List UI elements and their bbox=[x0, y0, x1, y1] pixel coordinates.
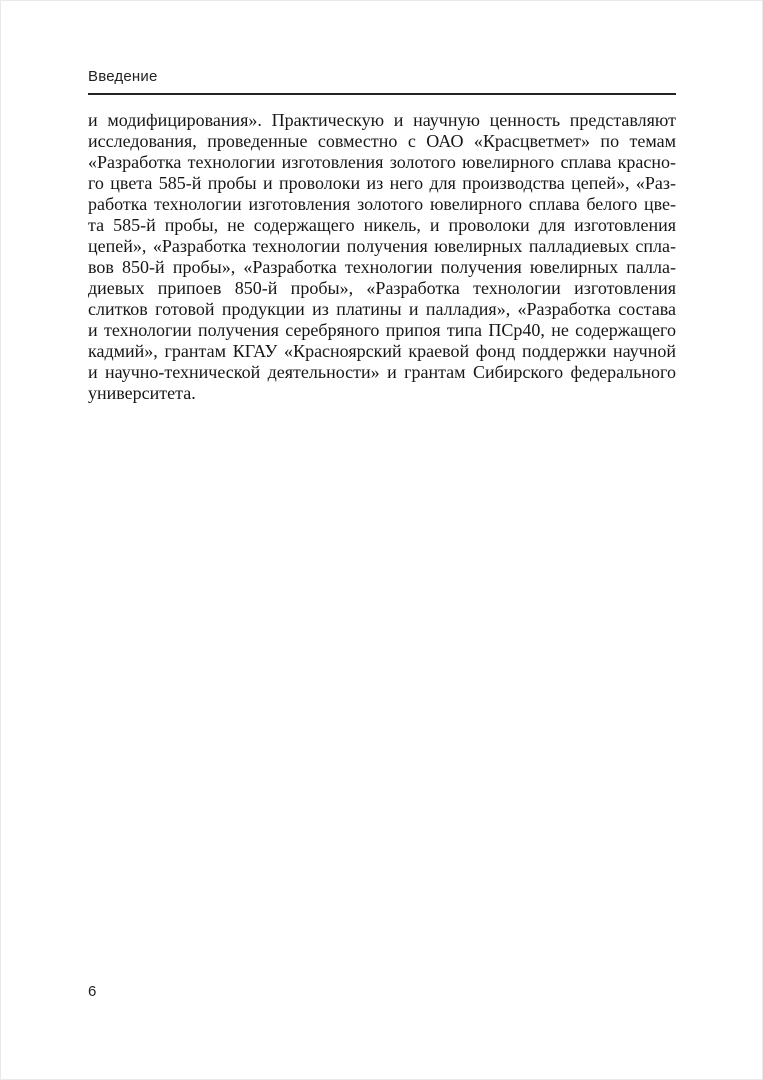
paragraph-line: и научно-технической деятельности» и грантам Сибирского федерального bbox=[88, 362, 676, 382]
paragraph-line: та 585-й пробы, не содержащего никель, и проволоки для изготовления bbox=[88, 215, 676, 235]
running-header: Введение bbox=[88, 68, 158, 85]
paragraph-line: вов 850-й пробы», «Разработка технологии получения ювелирных палла- bbox=[88, 257, 676, 277]
paragraph-line-last: университета. bbox=[88, 383, 196, 403]
paragraph-line: диевых припоев 850-й пробы», «Разработка технологии изготовления bbox=[88, 278, 676, 298]
paragraph-line: цепей», «Разработка технологии получения ювелирных палладиевых спла- bbox=[88, 236, 676, 256]
paragraph-line: слитков готовой продукции из платины и палладия», «Разработка состава bbox=[88, 299, 676, 319]
paragraph-line: «Разработка технологии изготовления золотого ювелирного сплава красно- bbox=[88, 152, 676, 172]
paragraph-line: исследования, проведенные совместно с ОАО «Красцветмет» по темам bbox=[88, 131, 676, 151]
header-rule bbox=[88, 93, 676, 95]
page-number: 6 bbox=[88, 983, 97, 1000]
paragraph-line: и технологии получения серебряного припоя типа ПСр40, не содержащего bbox=[88, 320, 676, 340]
body-text bbox=[88, 110, 676, 404]
paragraph-line: работка технологии изготовления золотого ювелирного сплава белого цве- bbox=[88, 194, 676, 214]
paragraph-line: и модифицирования». Практическую и научную ценность представляют bbox=[88, 110, 676, 130]
paragraph-line: кадмий», грантам КГАУ «Красноярский краевой фонд поддержки научной bbox=[88, 341, 676, 361]
paragraph-line: го цвета 585-й пробы и проволоки из него для производства цепей», «Раз- bbox=[88, 173, 676, 193]
